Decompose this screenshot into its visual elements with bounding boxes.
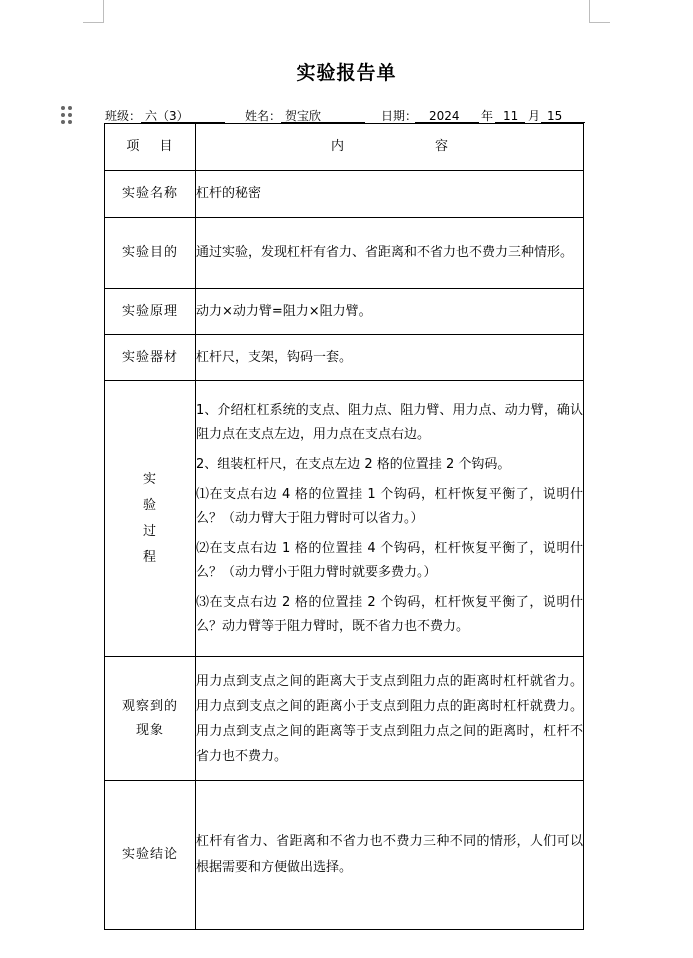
observation-label xyxy=(105,657,196,781)
name-value: 贺宝欣 xyxy=(281,107,365,123)
experiment-purpose-value: 通过实验，发现杠杆有省力、省距离和不省力也不费力三种情形。 xyxy=(196,218,584,289)
row-experiment-name xyxy=(105,171,584,218)
year-unit: 年 xyxy=(481,109,494,123)
observation-label-line1: 观察到的 xyxy=(121,698,178,714)
day-value: 15 xyxy=(541,107,585,123)
table-header-row xyxy=(105,124,584,171)
experiment-materials-value: 杠杆尺，支架，钩码一套。 xyxy=(196,335,584,381)
document-title: 实验报告单 xyxy=(296,62,397,84)
month-value: 11 xyxy=(495,107,525,123)
header-item-cell: 项 目 xyxy=(105,124,196,171)
experiment-name-label: 实验名称 xyxy=(105,171,196,218)
conclusion-label: 实验结论 xyxy=(105,781,196,930)
process-step: 2、组装杠杆尺，在支点左边 2 格的位置挂 2 个钩码。 xyxy=(196,456,511,472)
crop-mark-top-left xyxy=(83,0,104,23)
month-unit: 月 xyxy=(528,109,541,123)
experiment-process-value xyxy=(196,381,584,657)
process-label-char: 过 xyxy=(142,523,157,539)
row-experiment-principle xyxy=(105,289,584,335)
report-table xyxy=(104,123,584,930)
observation-label-line2: 现象 xyxy=(135,722,164,738)
row-conclusion xyxy=(105,781,584,930)
observation-value: 用力点到支点之间的距离大于支点到阻力点的距离时杠杆就省力。用力点到支点之间的距离小于支点到阻力点的距离时杠杆就费力。用力点到支点之间的距离等于支点到阻力点之间的距离时，杠杆不省力也不费力。 xyxy=(196,657,584,781)
conclusion-value: 杠杆有省力、省距离和不省力也不费力三种不同的情形，人们可以根据需要和方便做出选择。 xyxy=(196,781,584,930)
class-value: 六（3） xyxy=(141,107,225,123)
process-step: ⑶在支点右边 2 格的位置挂 2 个钩码，杠杆恢复平衡了，说明什么？动力臂等于阻力臂时，既不省力也不费力。 xyxy=(196,594,583,634)
crop-mark-top-right xyxy=(589,0,610,23)
experiment-materials-label: 实验器材 xyxy=(105,335,196,381)
date-label: 日期： xyxy=(381,109,418,123)
experiment-name-value: 杠杆的秘密 xyxy=(196,171,584,218)
process-label-char: 验 xyxy=(142,497,157,513)
experiment-principle-label: 实验原理 xyxy=(105,289,196,335)
name-label: 姓名： xyxy=(245,109,282,123)
row-experiment-process xyxy=(105,381,584,657)
process-label-char: 程 xyxy=(142,549,157,565)
experiment-principle-value: 动力×动力臂=阻力×阻力臂。 xyxy=(196,289,584,335)
process-label-char: 实 xyxy=(142,471,157,487)
row-observation xyxy=(105,657,584,781)
table-move-handle-icon[interactable] xyxy=(61,106,73,126)
process-step: ⑵在支点右边 1 格的位置挂 4 个钩码，杠杆恢复平衡了，说明什么？（动力臂小于阻力臂时就要多费力。） xyxy=(196,540,583,580)
class-label: 班级： xyxy=(105,109,142,123)
header-content-cell: 内 容 xyxy=(196,124,584,171)
process-step: ⑴在支点右边 4 格的位置挂 1 个钩码，杠杆恢复平衡了，说明什么？（动力臂大于阻力臂时可以省力。） xyxy=(196,486,583,526)
row-experiment-materials xyxy=(105,335,584,381)
experiment-purpose-label: 实验目的 xyxy=(105,218,196,289)
process-step: 1、介绍杠杠系统的支点、阻力点、阻力臂、用力点、动力臂，确认阻力点在支点左边，用力点在支点右边。 xyxy=(196,402,583,442)
year-value: 2024 xyxy=(415,107,479,123)
row-experiment-purpose xyxy=(105,218,584,289)
experiment-process-label xyxy=(105,381,196,657)
